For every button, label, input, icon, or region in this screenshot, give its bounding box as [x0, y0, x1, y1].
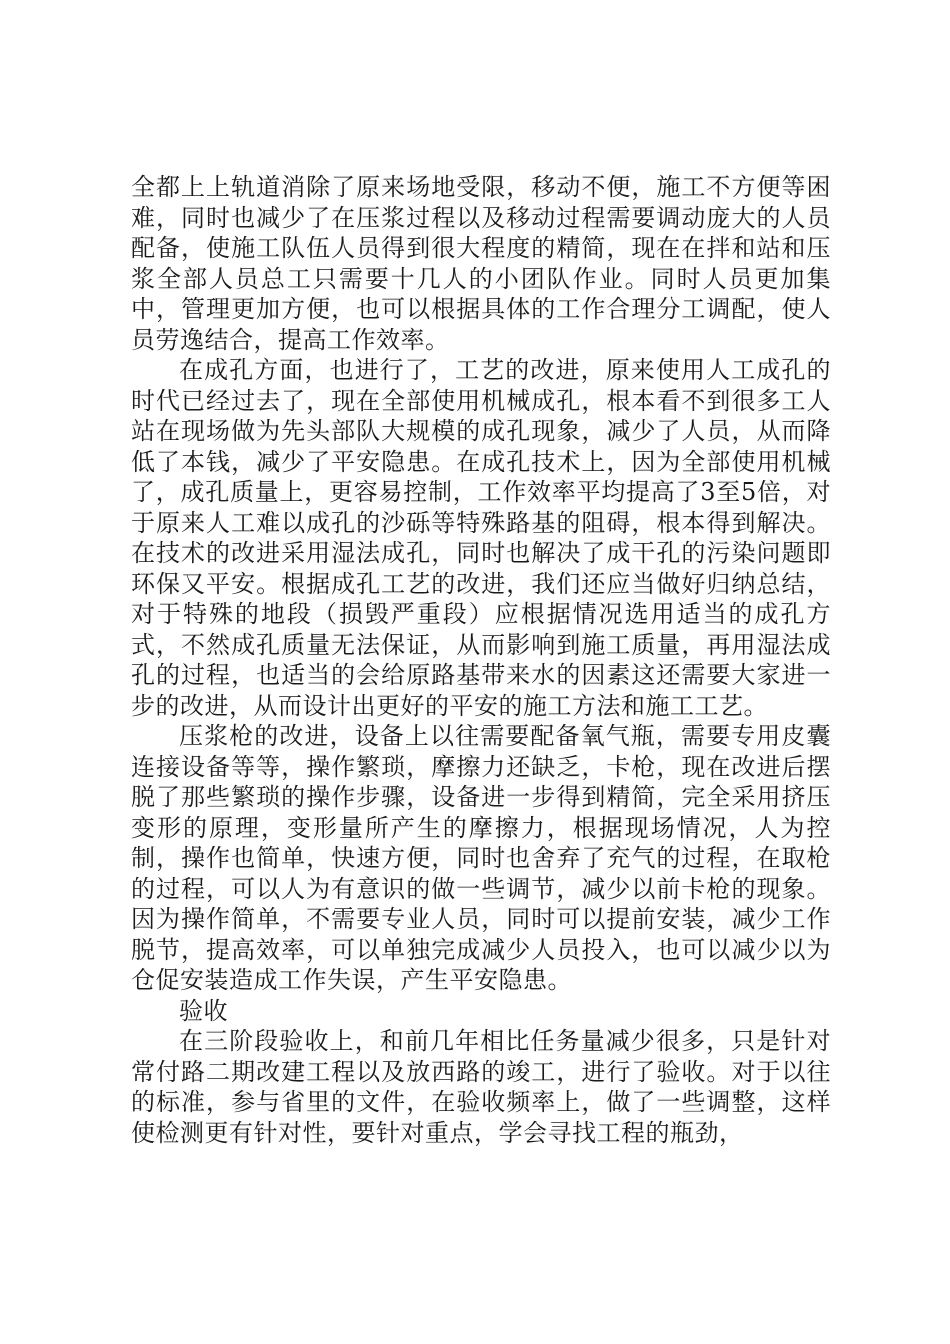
paragraph-1: 全都上上轨道消除了原来场地受限，移动不便，施工不方便等困难，同时也减少了在压浆过程以及移动过程需要调动庞大的人员配备，使施工队伍人员得到很大程度的精简，现在在拌和站和压浆全部人员总工只需要十几人的小团队作业。同时人员更加集中，管理更加方便，也可以根据具体的工作合理分工调配，使人员劳逸结合，提高工作效率。 [131, 173, 831, 354]
document-body [131, 172, 831, 1148]
section-heading-acceptance: 验收 [179, 996, 228, 1025]
paragraph-4: 在三阶段验收上，和前几年相比任务量减少很多，只是针对常付路二期改建工程以及放西路的竣工，进行了验收。对于以往的标准，参与省里的文件，在验收频率上，做了一些调整，这样使检测更有针对性，要针对重点，学会寻找工程的瓶劲， [131, 1027, 831, 1147]
paragraph-3: 压浆枪的改进，设备上以往需要配备氧气瓶，需要专用皮囊连接设备等等，操作繁琐，摩擦力还缺乏，卡枪，现在改进后摆脱了那些繁琐的操作步骤，设备进一步得到精简，完全采用挤压变形的原理，变形量所产生的摩擦力，根据现场情况，人为控制，操作也简单，快速方便，同时也舍弃了充气的过程，在取枪的过程，可以人为有意识的做一些调节，减少以前卡枪的现象。因为操作简单，不需要专业人员，同时可以提前安装，减少工作脱节，提高效率，可以单独完成减少人员投入，也可以减少以为仓促安装造成工作失误，产生平安隐患。 [131, 722, 831, 994]
paragraph-2: 在成孔方面，也进行了，工艺的改进，原来使用人工成孔的时代已经过去了，现在全部使用机械成孔，根本看不到很多工人站在现场做为先头部队大规模的成孔现象，减少了人员，从而降低了本钱，减少了平安隐患。在成孔技术上，因为全部使用机械了，成孔质量上，更容易控制，工作效率平均提高了3至5倍，对于原来人工难以成孔的沙砾等特殊路基的阻碍，根本得到解决。在技术的改进采用湿法成孔，同时也解决了成干孔的污染问题即环保又平安。根据成孔工艺的改进，我们还应当做好归纳总结，对于特殊的地段（损毁严重段）应根据情况选用适当的成孔方式，不然成孔质量无法保证，从而影响到施工质量，再用湿法成孔的过程，也适当的会给原路基带来水的因素这还需要大家进一步的改进，从而设计出更好的平安的施工方法和施工工艺。 [131, 356, 831, 720]
